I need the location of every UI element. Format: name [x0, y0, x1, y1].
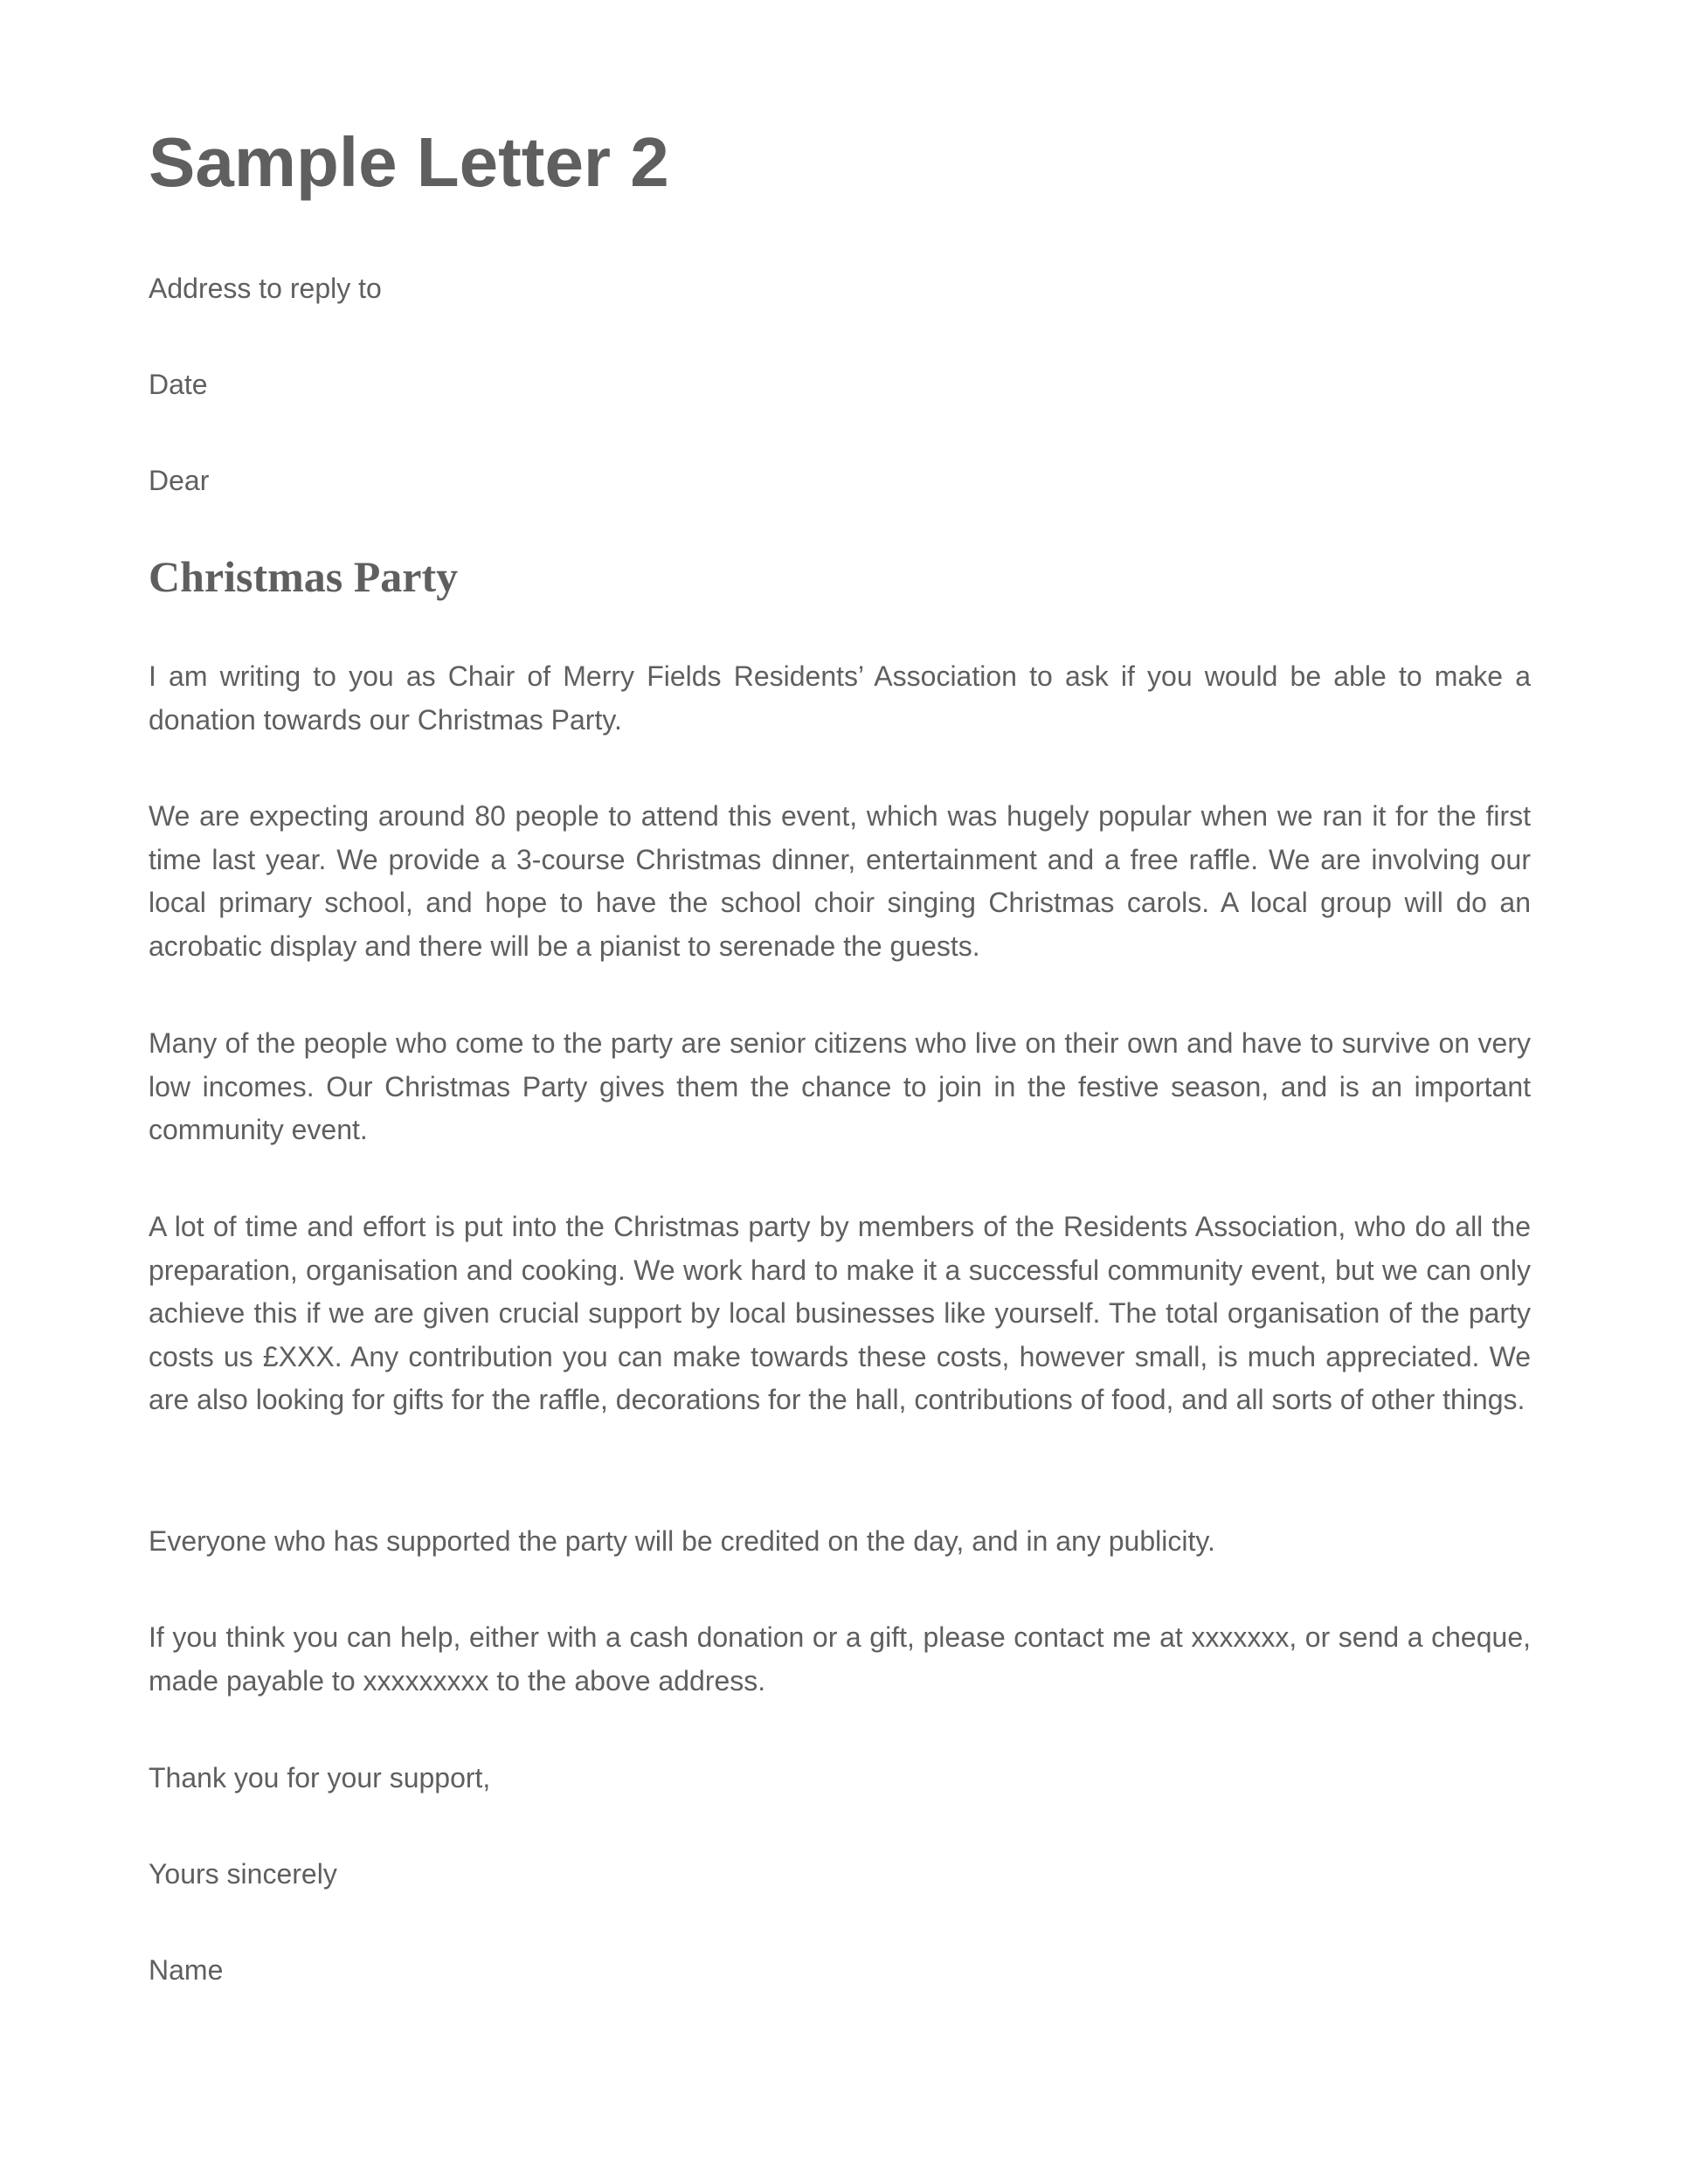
address-line: Address to reply to — [149, 273, 382, 304]
date-line: Date — [149, 369, 208, 400]
page-title: Sample Letter 2 — [149, 123, 669, 201]
letter-page — [149, 0, 1531, 2184]
signature-name: Name — [149, 1954, 224, 1986]
subject-heading: Christmas Party — [149, 552, 459, 601]
salutation-line: Dear — [149, 465, 210, 496]
body-paragraph: Everyone who has supported the party will be credited on the day, and in any publicity. — [149, 1525, 1215, 1557]
body-paragraph: If you think you can help, either with a cash donation or a gift, please contact me at xxxxxxx, or send a cheque, made payable to xxxxxxxxx to the above address. — [149, 1621, 1531, 1697]
signoff-line: Yours sincerely — [149, 1858, 337, 1890]
closing-thanks: Thank you for your support, — [149, 1762, 491, 1794]
body-paragraph: I am writing to you as Chair of Merry Fields Residents’ Association to ask if you would be able to make a donation towards our Christmas Party. — [149, 660, 1531, 736]
body-paragraph: We are expecting around 80 people to attend this event, which was hugely popular when we ran it for the first time last year. We provide a 3-course Christmas dinner, entertainment and a free raffle. We are involving our local primary school, and hope to have the school choir singing Christmas carols. A local group will do an acrobatic display and there will be a pianist to serenade the guests. — [149, 800, 1531, 962]
body-paragraph: Many of the people who come to the party are senior citizens who live on their own and have to survive on very low incomes. Our Christmas Party gives them the chance to join in the festive season, and is an important community event. — [149, 1027, 1531, 1146]
body-paragraph: A lot of time and effort is put into the Christmas party by members of the Residents Association, who do all the preparation, organisation and cooking. We work hard to make it a successful community event, but we can only achieve this if we are given crucial support by local businesses like yourself. The total organisation of the party costs us £XXX. Any contribution you can make towards these costs, however small, is much appreciated. We are also looking for gifts for the raffle, decorations for the hall, contributions of food, and all sorts of other things. — [149, 1211, 1531, 1416]
